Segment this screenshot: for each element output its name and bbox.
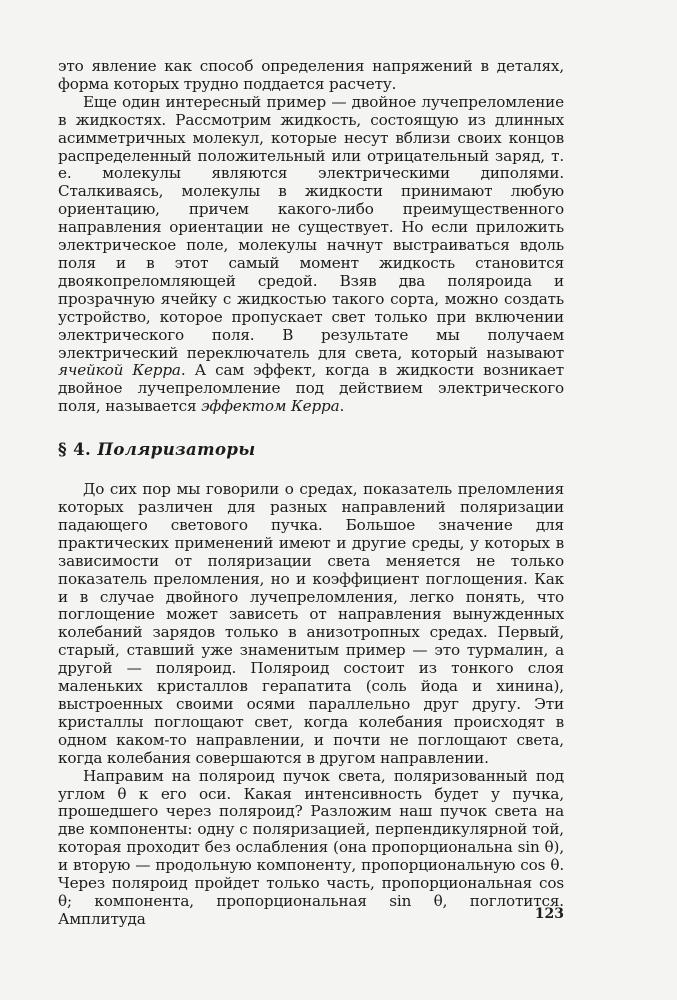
section-title: Поляризаторы xyxy=(97,440,256,460)
italic-term: эффектом Керра xyxy=(201,397,340,416)
text-run: Направим на поляроид пучок света, поляризованный под углом θ к его оси. Какая интенсивность будет у пучка, прошедшего через поляроид? Разложим наш пучок света на две компоненты: одну с поляризацией, перпендикулярной той, которая проходит без ослабления (она пропорциональна sin θ), и вторую — продольную компоненту, пропорциональную cos θ. Через поляроид пройдет только часть, пропорциональная cos θ; компонента, пропорциональная sin θ, поглотится. Амплитуда xyxy=(58,766,564,928)
paragraph xyxy=(58,58,564,94)
paragraph xyxy=(58,768,564,929)
text-block-top xyxy=(58,58,564,416)
text-run: это явление как способ определения напряжений в деталях, форма которых трудно поддается расчету. xyxy=(58,57,564,93)
text-run: . А сам эффект, когда в жидкости возникает двойное лучепреломление под действием электрического поля, называется xyxy=(58,361,564,416)
paragraph xyxy=(58,481,564,768)
text-run: До сих пор мы говорили о средах, показатель преломления которых различен для разных направлений поляризации падающего светового пучка. Большое значение для практических применений имеют и другие среды, у которых в зависимости от поляризации света меняется не только показатель преломления, но и коэффициент поглощения. Как и в случае двойного лучепреломления, легко понять, что поглощение может зависеть от направления вынужденных колебаний зарядов только в анизотропных средах. Первый, старый, ставший уже знаменитым пример — это турмалин, а другой — поляроид. Поляроид состоит из тонкого слоя маленьких кристаллов герапатита (соль йода и хинина), выстроенных своими осями параллельно друг другу. Эти кристаллы поглощают свет, когда колебания происходят в одном каком-то направлении, и почти не поглощают света, когда колебания совершаются в другом направлении. xyxy=(58,480,564,767)
text-run: Еще один интересный пример — двойное лучепреломление в жидкостях. Рассмотрим жидкость, состоящую из длинных асимметричных молекул, которые несут вблизи своих концов распределенный положительный или отрицательный заряд, т. е. молекулы являются электрическими диполями. Сталкиваясь, молекулы в жидкости принимают любую ориентацию, причем какого-либо преимущественного направления ориентации не существует. Но если приложить электрическое поле, молекулы начнут выстраиваться вдоль поля и в этот самый момент жидкость становится двоякопреломляющей средой. Взяв два поляроида и прозрачную ячейку с жидкостью такого сорта, можно создать устройство, которое пропускает свет только при включении электрического поля. В результате мы получаем электрический переключатель для света, который называют xyxy=(58,92,564,362)
paragraph xyxy=(58,94,564,416)
italic-term: ячейкой Керра xyxy=(58,361,181,380)
book-page xyxy=(58,58,564,958)
section-heading xyxy=(58,440,564,459)
section-number: § 4. xyxy=(58,440,92,460)
page-number: 123 xyxy=(534,906,564,922)
text-block-bottom xyxy=(58,481,564,929)
text-run: . xyxy=(339,397,345,416)
